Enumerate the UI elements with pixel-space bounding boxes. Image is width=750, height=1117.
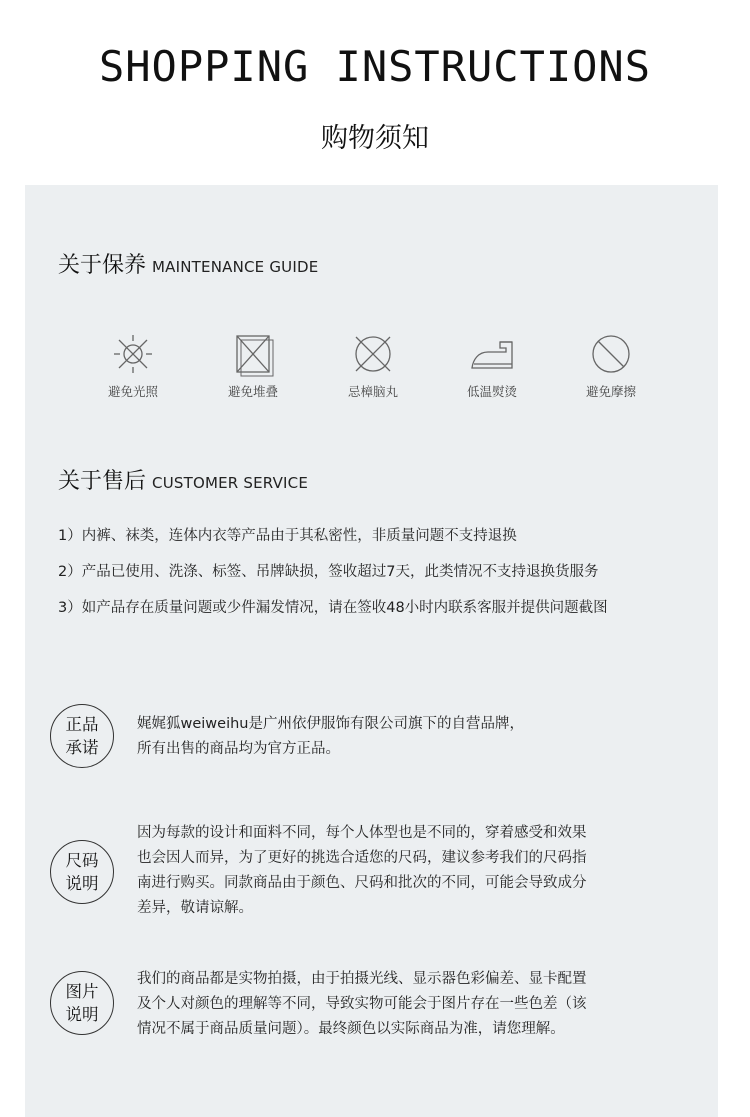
note-line: 情况不属于商品质量问题）。最终颜色以实际商品为准，请您理解。	[137, 1021, 565, 1037]
care-item-avoid-sunlight	[78, 330, 188, 400]
page-title-cn: 购物须知	[321, 123, 429, 154]
size-note	[137, 821, 587, 921]
authentic-note	[137, 712, 524, 762]
note-line: 所有出售的商品均为官方正品。	[137, 741, 340, 757]
care-item-avoid-friction	[556, 330, 666, 400]
size-badge	[50, 840, 114, 904]
maintenance-heading-cn: 关于保养	[58, 253, 147, 278]
page-title-en: SHOPPING INSTRUCTIONS	[98, 42, 651, 91]
care-item-label: 避免光照	[107, 384, 158, 399]
service-heading-cn: 关于售后	[58, 469, 147, 494]
service-rule-2: 2）产品已使用、洗涤、标签、吊牌缺损，签收超过7天，此类情况不支持退换货服务	[58, 564, 599, 580]
care-item-label: 低温熨烫	[466, 384, 517, 399]
note-line: 差异，敬请谅解。	[137, 900, 253, 916]
sun-crossed-icon	[109, 330, 157, 378]
picture-badge	[50, 971, 114, 1035]
prohibited-icon	[587, 330, 635, 378]
service-heading-en: CUSTOMER SERVICE	[152, 474, 309, 492]
care-item-label: 避免摩擦	[585, 384, 636, 399]
note-line: 我们的商品都是实物拍摄，由于拍摄光线、显示器色彩偏差、显卡配置	[137, 971, 587, 987]
maintenance-heading-en: MAINTENANCE GUIDE	[152, 258, 319, 276]
care-item-low-iron	[437, 330, 547, 400]
service-heading	[58, 464, 308, 495]
picture-note	[137, 967, 587, 1042]
badge-line: 说明	[65, 874, 99, 893]
care-item-label: 忌樟脑丸	[347, 384, 398, 399]
care-item-no-camphor	[318, 330, 428, 400]
care-item-avoid-stacking	[198, 330, 308, 400]
badge-line: 正品	[65, 715, 99, 734]
note-line: 南进行购买。同款商品由于颜色、尺码和批次的不同，可能会导致成分	[137, 875, 587, 891]
note-line: 娓娓狐weiweihu是广州依伊服饰有限公司旗下的自营品牌，	[137, 716, 524, 732]
note-line: 及个人对颜色的理解等不同，导致实物可能会于图片存在一些色差（该	[137, 996, 587, 1012]
badge-line: 说明	[65, 1005, 99, 1024]
authentic-badge	[50, 704, 114, 768]
service-rule-1: 1）内裤、袜类，连体内衣等产品由于其私密性，非质量问题不支持退换	[58, 528, 517, 544]
maintenance-heading	[58, 248, 318, 279]
note-line: 因为每款的设计和面料不同，每个人体型也是不同的，穿着感受和效果	[137, 825, 587, 841]
note-line: 也会因人而异，为了更好的挑选合适您的尺码，建议参考我们的尺码指	[137, 850, 587, 866]
stack-crossed-icon	[229, 330, 277, 378]
badge-line: 尺码	[65, 851, 99, 870]
care-item-label: 避免堆叠	[227, 384, 278, 399]
badge-line: 图片	[65, 982, 99, 1001]
service-rule-3: 3）如产品存在质量问题或少件漏发情况，请在签收48小时内联系客服并提供问题截图	[58, 600, 608, 616]
circle-crossed-icon	[349, 330, 397, 378]
iron-icon	[466, 330, 518, 378]
badge-line: 承诺	[65, 738, 99, 757]
